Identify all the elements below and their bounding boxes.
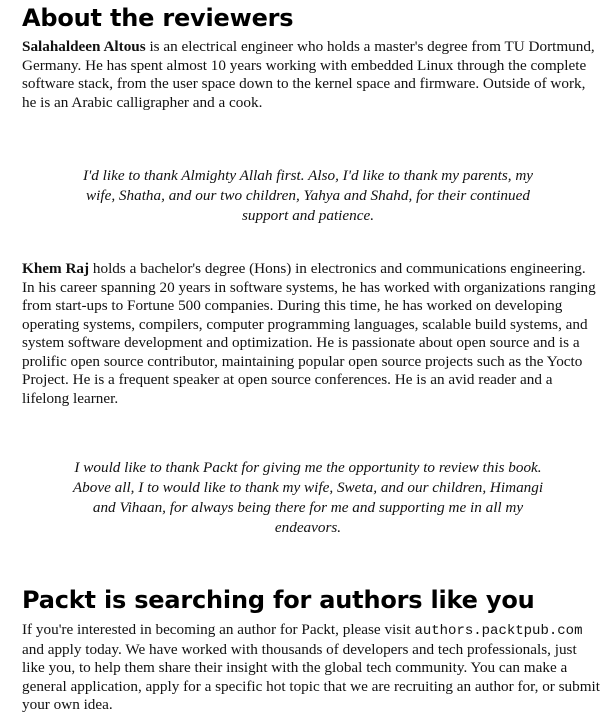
reviewer-name: Khem Raj — [22, 260, 90, 277]
section-heading-authors: Packt is searching for authors like you — [22, 586, 535, 614]
section-heading-reviewers: About the reviewers — [22, 4, 294, 32]
reviewer-bio — [22, 260, 602, 408]
reviewer-bio-text: holds a bachelor's degree (Hons) in electronics and communications engineering. In his career spanning 20 years in software systems, he has worked with organizations ranging from start-ups to Fortune 500 companies. During this time, he has worked on developing operating systems, compilers, computer programming languages, scalable build systems, and system software development and optimization. He is passionate about open source and is a prolific open source contributor, maintaining popular open source projects such as the Yocto Project. He is a frequent speaker at open source conferences. He is an avid reader and a lifelong learner. — [22, 260, 596, 407]
authors-link[interactable]: authors.packtpub.com — [414, 623, 583, 639]
reviewer-bio-text: is an electrical engineer who holds a master's degree from TU Dortmund, Germany. He has spent almost 10 years working with embedded Linux through the complete software stack, from the user space down to the kernel space and firmware. Outside of work, he is an Arabic calligrapher and a cook. — [22, 38, 595, 111]
authors-text-before: If you're interested in becoming an author for Packt, please visit — [22, 621, 415, 638]
authors-paragraph — [22, 621, 602, 715]
reviewer-name: Salahaldeen Altous — [22, 38, 146, 55]
reviewer-quote: I'd like to thank Almighty Allah first. Also, I'd like to thank my parents, my wife, Shatha, and our two children, Yahya and Shahd, for their continued support and patience. — [82, 167, 534, 224]
reviewer-quote: I would like to thank Packt for giving me the opportunity to review this book. Above all, I to would like to thank my wife, Sweta, and our children, Himangi and Vihaan, for always being there for me and supporting me in all my endeavors. — [72, 459, 544, 536]
reviewer-bio — [22, 38, 602, 112]
authors-text-after: and apply today. We have worked with thousands of developers and tech professionals, just like you, to help them share their insight with the global tech community. You can make a general application, apply for a specific hot topic that we are recruiting an author for, or submit your own idea. — [22, 640, 600, 713]
